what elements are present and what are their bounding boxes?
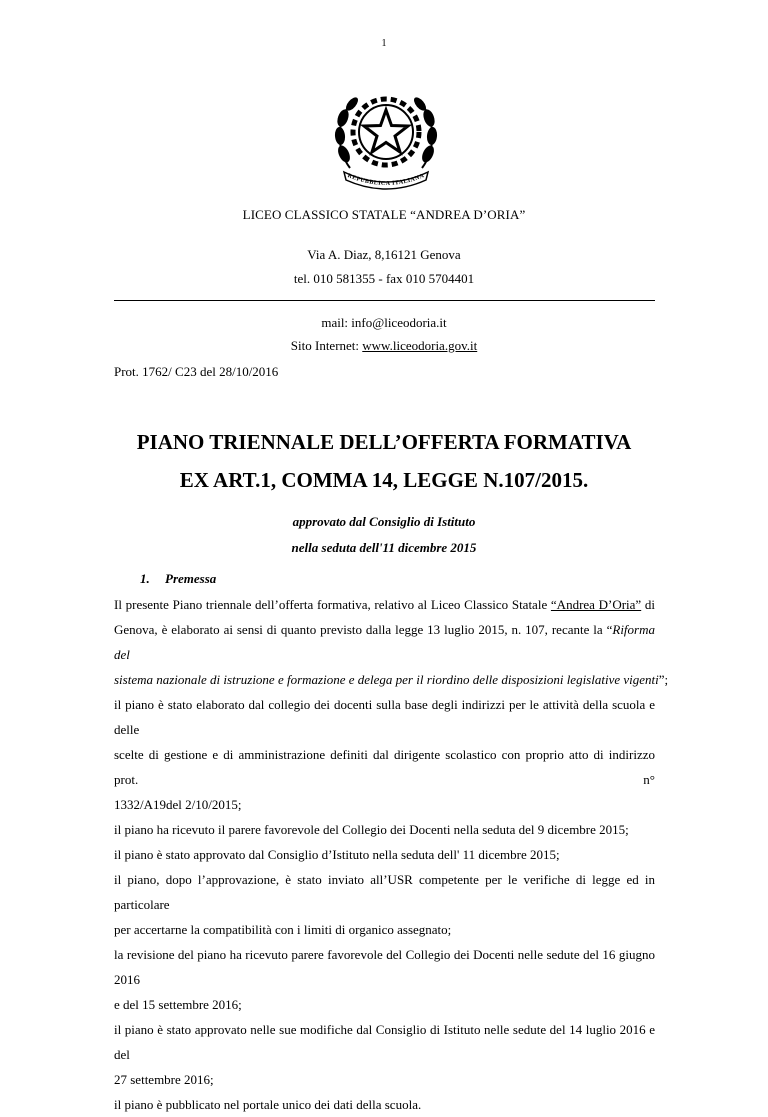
paragraph-line: Genova, è elaborato ai sensi di quanto previsto dalla legge 13 luglio 2015, n. 107, recante la “Riforma del [114,622,655,662]
document-title-line1: PIANO TRIENNALE DELL’OFFERTA FORMATIVA [136,430,632,454]
website-link[interactable]: www.liceodoria.gov.it [362,338,478,353]
paragraph-line: il piano è stato approvato dal Consiglio d’Istituto nella seduta dell' 11 dicembre 2015; [114,847,560,862]
school-mail: mail: info@liceodoria.it [321,315,447,330]
emblem-ribbon-text: REPUBBLICA ITALIANA [346,173,426,188]
website-label: Sito Internet: [290,338,363,353]
paragraph-line: il piano è pubblicato nel portale unico dei dati della scuola. [114,1097,422,1112]
paragraph-line: 27 settembre 2016; [114,1072,214,1087]
section-heading [140,571,216,587]
paragraph-line: scelte di gestione e di amministrazione definiti dal dirigente scolastico con proprio atto di indirizzo prot. n° [114,747,655,787]
paragraph-line: il piano è stato approvato nelle sue modifiche dal Consiglio di Istituto nelle sedute del 14 luglio 2016 e del [114,1022,655,1062]
section-number: 1. [140,571,150,586]
school-name: LICEO CLASSICO STATALE “ANDREA D’ORIA” [242,207,526,222]
paragraph-line: il piano ha ricevuto il parere favorevole del Collegio dei Docenti nella seduta del 9 dicembre 2015; [114,822,629,837]
school-website [0,338,768,354]
paragraph-line: il piano è stato elaborato dal collegio dei docenti sulla base degli indirizzi per le attività della scuola e delle [114,697,655,737]
paragraph-line: il piano, dopo l’approvazione, è stato inviato all’USR competente per le verifiche di legge ed in particolare [114,872,655,912]
paragraph-line: 1332/A19del 2/10/2015; [114,797,242,812]
approval-line2: nella seduta dell'11 dicembre 2015 [291,540,477,555]
body-text [114,592,669,1117]
paragraph-line: e del 15 settembre 2016; [114,997,242,1012]
repubblica-italiana-emblem-icon [330,80,442,192]
header-divider [114,300,655,301]
paragraph-line: la revisione del piano ha ricevuto parere favorevole del Collegio dei Docenti nelle sedute del 16 giugno 2016 [114,947,655,987]
school-phone: tel. 010 581355 - fax 010 5704401 [293,271,475,286]
section-title: Premessa [165,571,217,586]
paragraph-line: Il presente Piano triennale dell’offerta formativa, relativo al Liceo Classico Statale “Andrea D’Oria” di [114,597,655,612]
page-number: 1 [381,38,387,49]
approval-line1: approvato dal Consiglio di Istituto [292,514,476,529]
document-title-line2: EX ART.1, COMMA 14, LEGGE N.107/2015. [179,468,589,492]
paragraph-line: sistema nazionale di istruzione e formazione e delega per il riordino delle disposizioni legislative vigenti”; [114,672,669,687]
school-address: Via A. Diaz, 8,16121 Genova [307,247,461,262]
protocol-number: Prot. 1762/ C23 del 28/10/2016 [114,364,279,379]
paragraph-line: per accertarne la compatibilità con i limiti di organico assegnato; [114,922,452,937]
